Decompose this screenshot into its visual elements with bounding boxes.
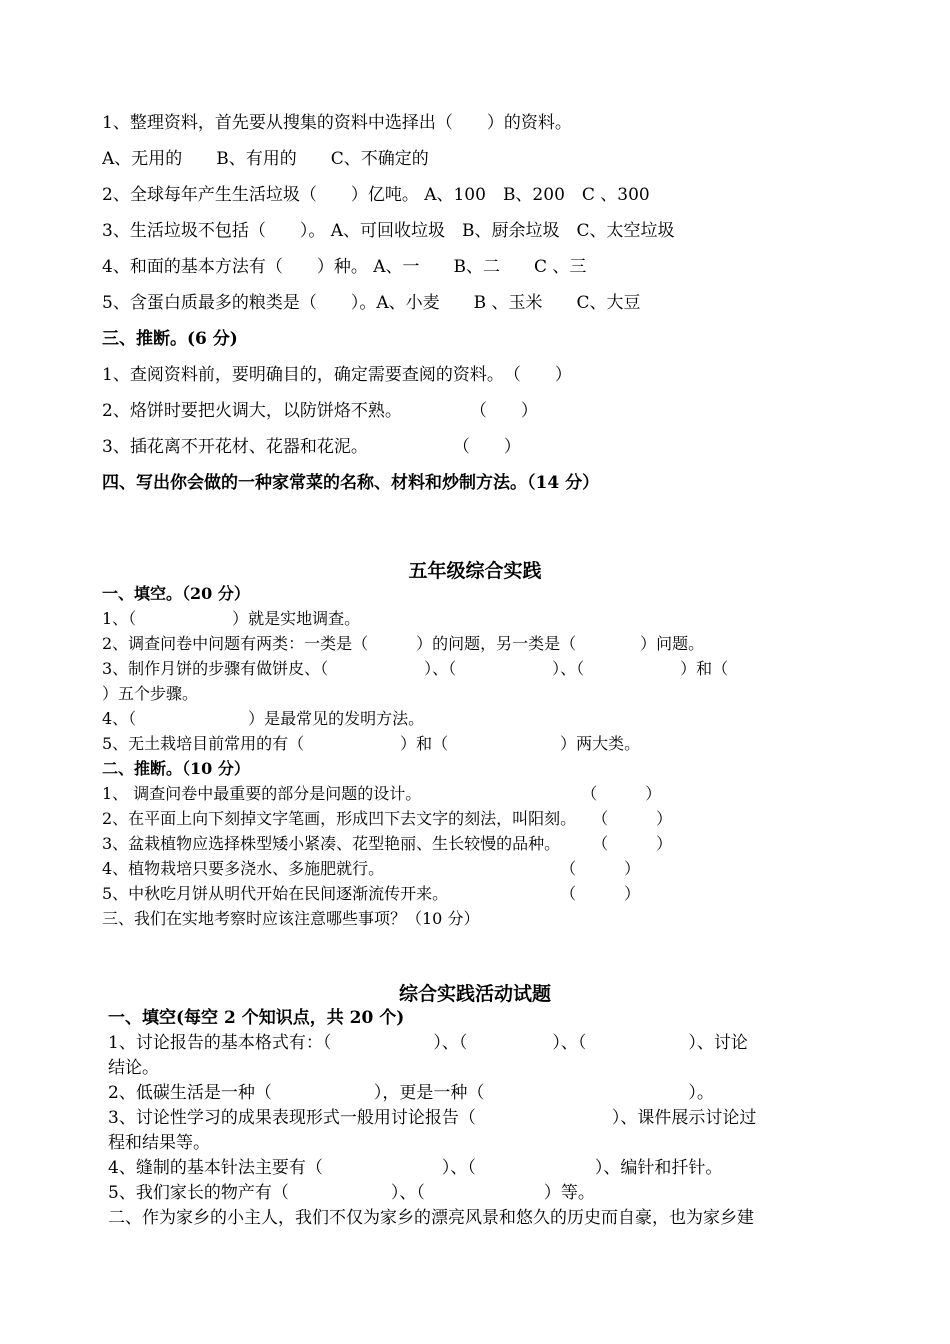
section-heading: 一、填空。（20 分） — [102, 584, 250, 603]
fill-item: 2、调查问卷中问题有两类：一类是（ ）的问题，另一类是（ ）问题。 — [102, 634, 705, 653]
essay-prompt: 二、作为家乡的小主人，我们不仅为家乡的漂亮风景和悠久的历史而自豪，也为家乡建 — [108, 1208, 754, 1228]
fill-item: ）五个步骤。 — [102, 684, 199, 703]
section-heading: 三、推断。(6 分) — [102, 329, 238, 349]
section-heading: 一、填空(每空 2 个知识点，共 20 个) — [108, 1008, 405, 1028]
judge-item: 1、查阅资料前，要明确目的，确定需要查阅的资料。 （ ） — [102, 365, 572, 385]
question-line: 5、含蛋白质最多的粮类是（ ）。A、小麦 B 、玉米 C、大豆 — [102, 293, 641, 313]
judge-item: 3、盆栽植物应选择株型矮小紧凑、花型艳丽、生长较慢的品种。 （ ） — [102, 834, 673, 853]
judge-item: 2、烙饼时要把火调大，以防饼烙不熟。 （ ） — [102, 401, 538, 421]
question-line: 1、整理资料，首先要从搜集的资料中选择出（ ）的资料。 — [102, 113, 572, 133]
section-heading: 二、推断。（10 分） — [102, 759, 250, 778]
fill-item: 3、制作月饼的步骤有做饼皮、（ ）、（ ）、（ ）和（ — [102, 659, 729, 678]
fill-item: 4、缝制的基本针法主要有（ ）、（ ）、编针和扦针。 — [108, 1158, 723, 1178]
fill-item: 3、讨论性学习的成果表现形式一般用讨论报告（ ）、课件展示讨论过 — [108, 1108, 757, 1128]
fill-item: 4、（ ）是最常见的发明方法。 — [102, 709, 425, 728]
options-line: A、无用的 B、有用的 C、不确定的 — [102, 149, 429, 169]
page-title: 综合实践活动试题 — [398, 983, 551, 1005]
section-heading: 四、写出你会做的一种家常菜的名称、材料和炒制方法。（14 分） — [102, 473, 600, 493]
fill-item: 5、无土栽培目前常用的有（ ）和（ ）两大类。 — [102, 734, 641, 753]
judge-item: 1、 调查问卷中最重要的部分是问题的设计。 （ ） — [102, 784, 662, 803]
judge-item: 5、中秋吃月饼从明代开始在民间逐渐流传开来。 （ ） — [102, 884, 641, 903]
question-line: 4、和面的基本方法有（ ）种。 A、一 B、二 C 、三 — [102, 257, 587, 277]
question-line: 2、全球每年产生生活垃圾（ ）亿吨。 A、100 B、200 C 、300 — [102, 185, 650, 205]
page-title: 五年级综合实践 — [408, 560, 542, 582]
fill-item: 1、讨论报告的基本格式有：（ ）、（ ）、（ ）、讨论 — [108, 1033, 748, 1053]
section-heading: 三、我们在实地考察时应该注意哪些事项？（10 分） — [102, 909, 480, 928]
fill-item: 2、低碳生活是一种（ ），更是一种（ ）。 — [108, 1083, 714, 1103]
judge-item: 4、植物栽培只要多浇水、多施肥就行。 （ ） — [102, 859, 641, 878]
judge-item: 2、在平面上向下刻掉文字笔画，形成凹下去文字的刻法，叫阳刻。 （ ） — [102, 809, 673, 828]
fill-item: 5、我们家长的物产有（ ）、（ ）等。 — [108, 1183, 595, 1203]
judge-item: 3、插花离不开花材、花器和花泥。 （ ） — [102, 437, 521, 457]
question-line: 3、生活垃圾不包括（ ）。 A、可回收垃圾 B、厨余垃圾 C、太空垃圾 — [102, 221, 675, 241]
fill-item: 1、（ ）就是实地调查。 — [102, 609, 361, 628]
fill-item: 结论。 — [108, 1058, 159, 1078]
fill-item: 程和结果等。 — [108, 1133, 210, 1153]
